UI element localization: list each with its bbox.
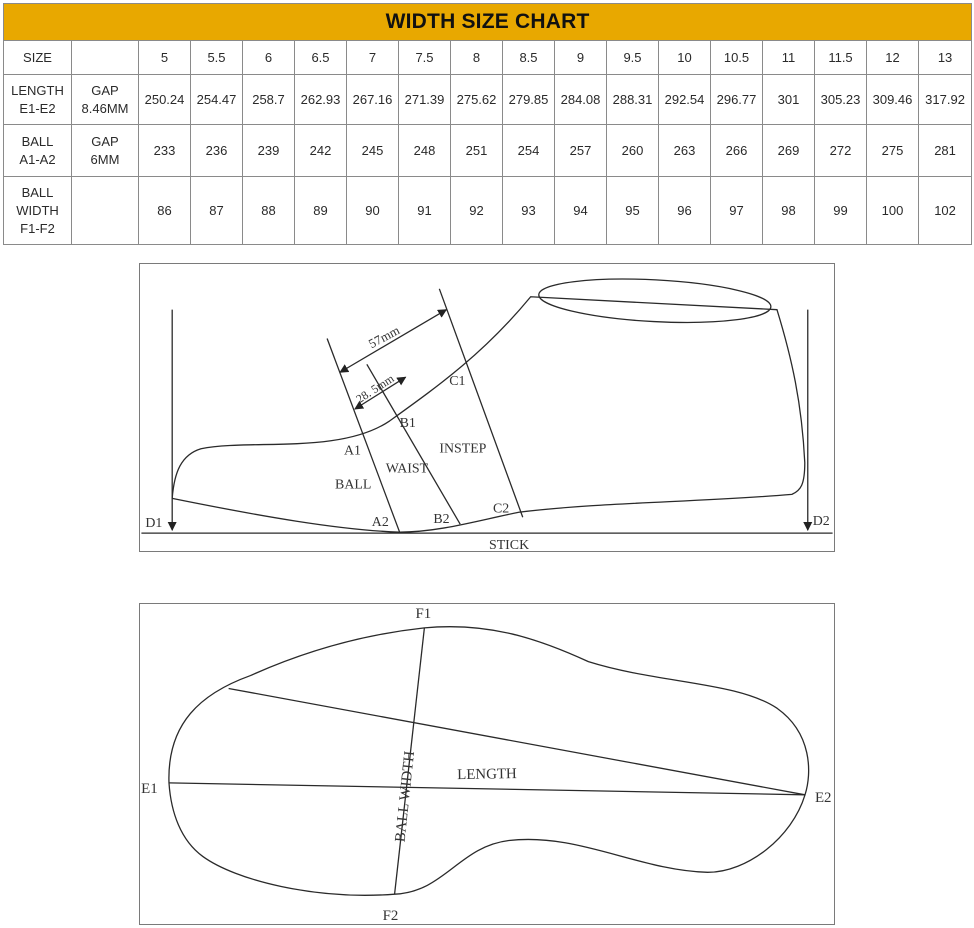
dim-28-label: 28. 5mm: [353, 371, 397, 407]
ball-width-label: BALL WIDTH F1-F2: [4, 177, 72, 245]
size-cell: 9.5: [607, 41, 659, 75]
ball-width-cell: 99: [815, 177, 867, 245]
ball-line: [327, 338, 399, 532]
ball-cell: 281: [919, 125, 972, 177]
ball-cell: 245: [347, 125, 399, 177]
a2-label: A2: [371, 515, 389, 531]
ball-cell: 239: [243, 125, 295, 177]
length-cell: 279.85: [503, 75, 555, 125]
shoe-opening: [538, 274, 772, 328]
ball-cell: 248: [399, 125, 451, 177]
f1-label: F1: [415, 605, 432, 622]
ball-row: [4, 125, 972, 177]
width-size-chart-table: [3, 3, 972, 245]
shoe-last-side-diagram: [139, 263, 835, 552]
b2-label: B2: [433, 512, 450, 528]
ball-cell: 236: [191, 125, 243, 177]
ball-gap: GAP 6MM: [72, 125, 139, 177]
length-cell: 275.62: [451, 75, 503, 125]
e1-label: E1: [141, 780, 158, 797]
ball-width-cell: 89: [295, 177, 347, 245]
ball-cell: 251: [451, 125, 503, 177]
size-cell: 12: [867, 41, 919, 75]
length-cell: 288.31: [607, 75, 659, 125]
instep-label: INSTEP: [439, 441, 487, 457]
b1-label: B1: [399, 415, 416, 431]
ball-width-cell: 94: [555, 177, 607, 245]
size-cell: 5: [139, 41, 191, 75]
sole-top-svg: [140, 604, 834, 924]
length-cell: 284.08: [555, 75, 607, 125]
ball-cell: 233: [139, 125, 191, 177]
length-gap: GAP 8.46MM: [72, 75, 139, 125]
ball-width-row: [4, 177, 972, 245]
size-cell: 5.5: [191, 41, 243, 75]
c2-label: C2: [492, 501, 510, 517]
size-cell: 11.5: [815, 41, 867, 75]
length-cell: 250.24: [139, 75, 191, 125]
d1-label: D1: [145, 516, 163, 532]
size-cell: 6.5: [295, 41, 347, 75]
size-cell: 13: [919, 41, 972, 75]
length-cell: 254.47: [191, 75, 243, 125]
ball-width-cell: 102: [919, 177, 972, 245]
empty-cell: [72, 41, 139, 75]
size-cell: 10: [659, 41, 711, 75]
f2-label: F2: [382, 908, 399, 924]
length-cell: 309.46: [867, 75, 919, 125]
ball-cell: 254: [503, 125, 555, 177]
a1-label: A1: [343, 443, 361, 459]
dim-57-arrow: [340, 310, 446, 373]
ball-width-cell: 96: [659, 177, 711, 245]
ball-width-cell: 86: [139, 177, 191, 245]
length-cell: 296.77: [711, 75, 763, 125]
c1-label: C1: [449, 374, 466, 390]
length-row: [4, 75, 972, 125]
length-cell: 271.39: [399, 75, 451, 125]
shoe-last-side-svg: [140, 264, 834, 551]
sole-top-diagram: [139, 603, 835, 925]
size-cell: 8.5: [503, 41, 555, 75]
dim-57-label: 57mm: [365, 322, 403, 352]
shoe-outline: [172, 297, 805, 532]
length-label: LENGTH: [457, 766, 517, 784]
ball-cell: 266: [711, 125, 763, 177]
stick-label: STICK: [488, 538, 530, 551]
length-label: LENGTH E1-E2: [4, 75, 72, 125]
instep-line: [439, 289, 522, 517]
ball-cell: 242: [295, 125, 347, 177]
ball-width-cell: 87: [191, 177, 243, 245]
length-line: [169, 783, 805, 795]
size-cell: 10.5: [711, 41, 763, 75]
empty-cell: [72, 177, 139, 245]
ball-width-cell: 93: [503, 177, 555, 245]
length-cell: 262.93: [295, 75, 347, 125]
size-cell: 9: [555, 41, 607, 75]
size-cell: 7.5: [399, 41, 451, 75]
ball-cell: 260: [607, 125, 659, 177]
waist-label: WAIST: [385, 461, 429, 477]
ball-cell: 272: [815, 125, 867, 177]
ball-cell: 275: [867, 125, 919, 177]
chart-title: WIDTH SIZE CHART: [4, 4, 972, 41]
length-cell: 267.16: [347, 75, 399, 125]
d2-label: D2: [812, 514, 830, 530]
ball-width-label: BALL WIDTH: [392, 750, 419, 843]
size-header: SIZE: [4, 41, 72, 75]
ball-width-cell: 92: [451, 177, 503, 245]
size-cell: 8: [451, 41, 503, 75]
length-cell: 317.92: [919, 75, 972, 125]
size-cell: 6: [243, 41, 295, 75]
length-cell: 292.54: [659, 75, 711, 125]
ball-width-cell: 91: [399, 177, 451, 245]
ball-cell: 269: [763, 125, 815, 177]
ball-label: BALL A1-A2: [4, 125, 72, 177]
length-cell: 305.23: [815, 75, 867, 125]
ball-width-cell: 95: [607, 177, 659, 245]
e2-label: E2: [814, 789, 832, 806]
ball-width-cell: 97: [711, 177, 763, 245]
ball-width-cell: 100: [867, 177, 919, 245]
ball-cell: 257: [555, 125, 607, 177]
ball-width-cell: 88: [243, 177, 295, 245]
size-row: [4, 41, 972, 75]
size-cell: 11: [763, 41, 815, 75]
ball-label: BALL: [335, 477, 372, 493]
ball-width-cell: 98: [763, 177, 815, 245]
sole-outline: [169, 627, 809, 896]
ball-width-cell: 90: [347, 177, 399, 245]
length-cell: 258.7: [243, 75, 295, 125]
size-cell: 7: [347, 41, 399, 75]
ball-cell: 263: [659, 125, 711, 177]
length-cell: 301: [763, 75, 815, 125]
